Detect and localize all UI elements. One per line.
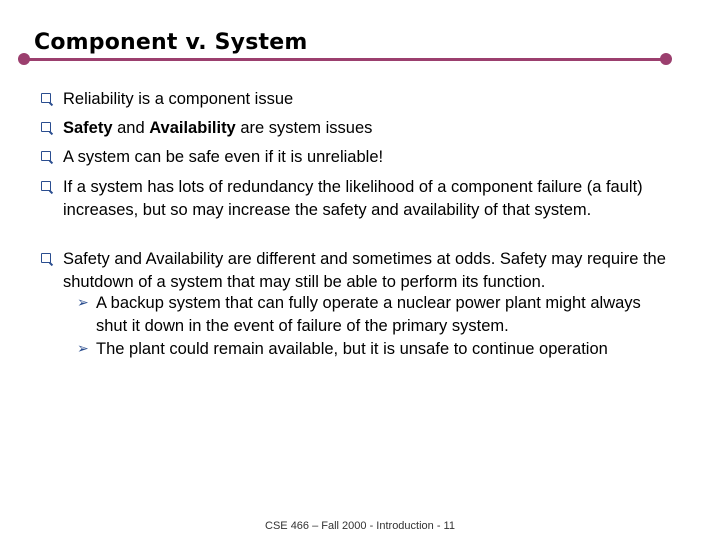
bullet-text: A system can be safe even if it is unreliable! (63, 148, 384, 166)
arrow-right-icon: ➢ (77, 295, 89, 311)
bullet-text: Safety and Availability are different and sometimes at odds. Safety may require the shutdown of a system that may still be able to perform its function. (63, 250, 666, 291)
slide-title: Component v. System (34, 30, 308, 55)
sub-bullet-text: The plant could remain available, but it is unsafe to continue operation (96, 340, 608, 358)
bullet-text-tail: are system issues (235, 119, 373, 137)
bullet-text (63, 117, 703, 140)
q-checkbox-icon (41, 181, 51, 191)
q-checkbox-icon (41, 151, 51, 161)
bullet-text-mid: and (112, 119, 150, 137)
sub-bullet-text: A backup system that can fully operate a nuclear power plant might always shut it down in the event of failure of the primary system. (96, 294, 641, 335)
bullet-text: If a system has lots of redundancy the likelihood of a component failure (a fault) increases, but so may increase the safety and availability of that system. (63, 178, 643, 219)
q-checkbox-icon (41, 122, 51, 132)
arrow-right-icon: ➢ (77, 341, 89, 357)
slide-footer: CSE 466 – Fall 2000 - Introduction - 11 (265, 520, 455, 532)
bold-term-safety: Safety (63, 119, 113, 137)
bullet-text: Reliability is a component issue (63, 90, 294, 108)
bold-term-availability: Availability (149, 119, 236, 137)
q-checkbox-icon (41, 93, 51, 103)
q-checkbox-icon (41, 253, 51, 263)
